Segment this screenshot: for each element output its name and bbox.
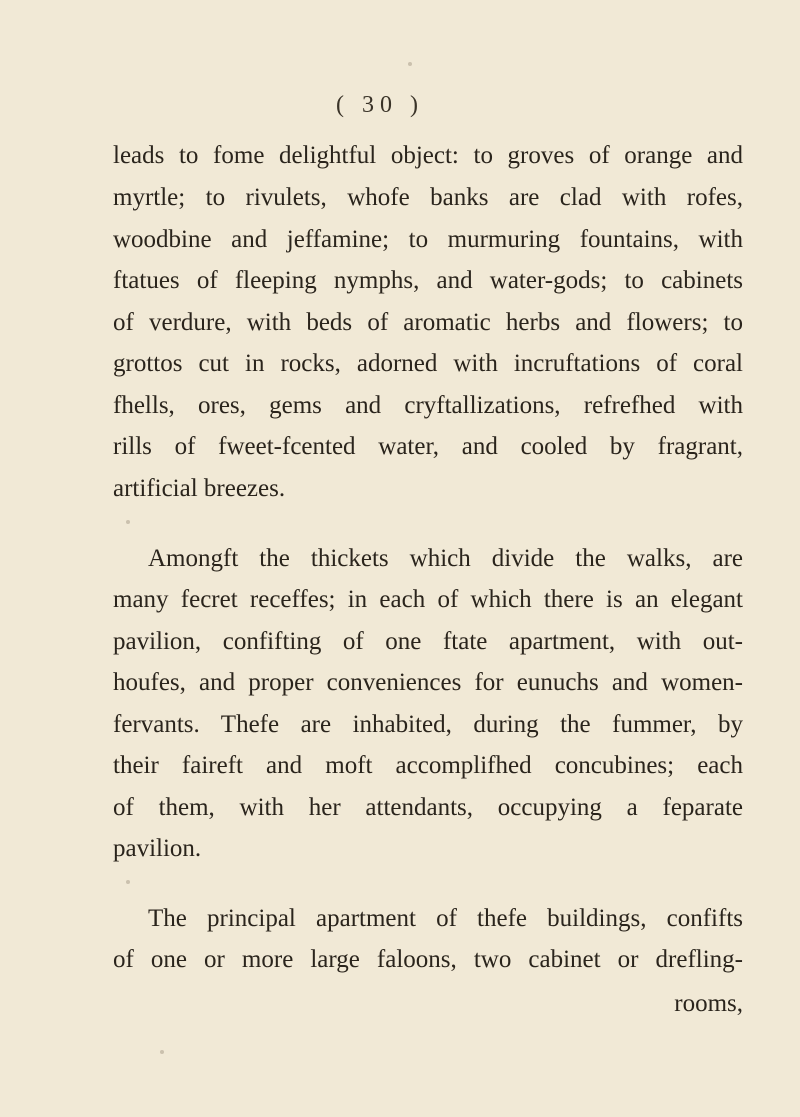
page-number: ( 30 ) <box>336 92 424 118</box>
catchword: rooms, <box>674 990 743 1017</box>
text-line: pavilion. <box>113 835 202 862</box>
text-line: pavilion, confifting of one ftate apartment, with out- <box>113 628 743 655</box>
text-line: myrtle; to rivulets, whofe banks are clad with rofes, <box>113 184 743 211</box>
text-line: of one or more large faloons, two cabinet or drefling- <box>113 946 743 973</box>
text-line: woodbine and jeffamine; to murmuring fountains, with <box>113 226 743 253</box>
text-line: many fecret receffes; in each of which there is an elegant <box>113 586 743 613</box>
paper-speck <box>160 1050 164 1054</box>
text-line: their faireft and moft accomplifhed concubines; each <box>113 752 743 779</box>
text-line: of them, with her attendants, occupying a feparate <box>113 794 743 821</box>
paper-speck <box>126 520 130 524</box>
text-line: rills of fweet-fcented water, and cooled by fragrant, <box>113 433 743 460</box>
text-line: Amongft the thickets which divide the walks, are <box>148 545 743 572</box>
paper-speck <box>408 62 412 66</box>
text-line: grottos cut in rocks, adorned with incruftations of coral <box>113 350 743 377</box>
text-line: leads to fome delightful object: to groves of orange and <box>113 142 743 169</box>
text-line: of verdure, with beds of aromatic herbs and flowers; to <box>113 309 743 336</box>
text-line: fervants. Thefe are inhabited, during the fummer, by <box>113 711 743 738</box>
text-line: houfes, and proper conveniences for eunuchs and women- <box>113 669 743 696</box>
text-line: fhells, ores, gems and cryftallizations, refrefhed with <box>113 392 743 419</box>
text-line: The principal apartment of thefe buildings, confifts <box>148 905 743 932</box>
text-line: artificial breezes. <box>113 475 286 502</box>
text-line: ftatues of fleeping nymphs, and water-gods; to cabinets <box>113 267 743 294</box>
paper-speck <box>126 880 130 884</box>
